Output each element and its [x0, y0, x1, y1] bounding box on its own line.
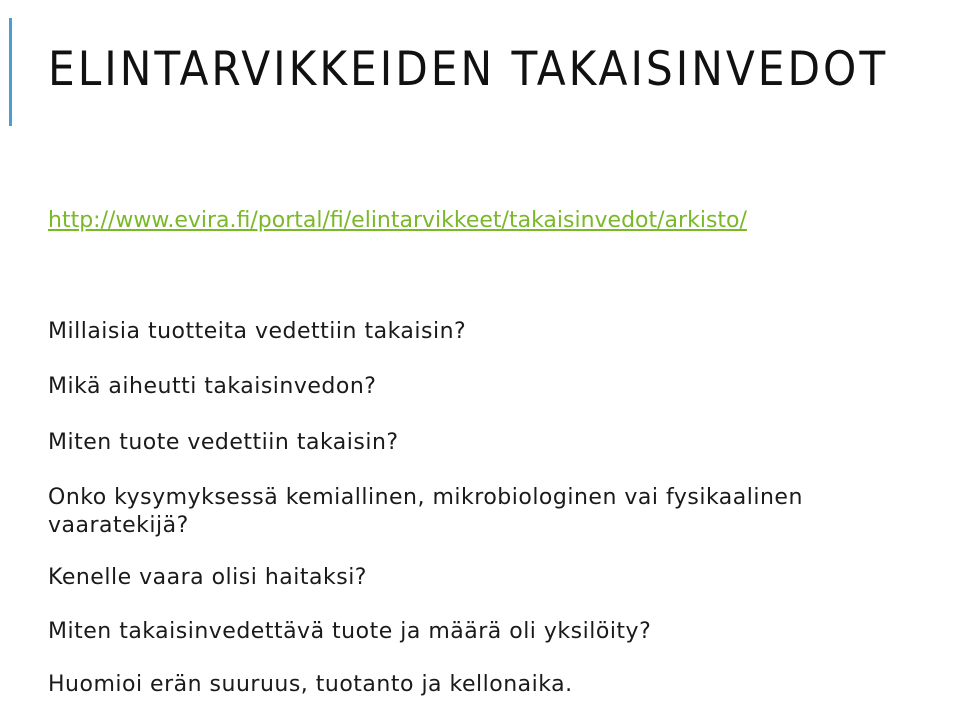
question-item: Kenelle vaara olisi haitaksi?: [48, 565, 367, 590]
question-item: Millaisia tuotteita vedettiin takaisin?: [48, 319, 467, 344]
question-list: [48, 318, 948, 699]
question-item: Onko kysymyksessä kemiallinen, mikrobiologinen vai fysikaalinen vaaratekijä?: [48, 485, 803, 538]
question-item: Miten tuote vedettiin takaisin?: [48, 430, 399, 455]
question-item: Huomioi erän suuruus, tuotanto ja kellonaika.: [48, 672, 573, 697]
slide-title: ELINTARVIKKEIDEN TAKAISINVEDOT: [48, 42, 889, 97]
question-item: Mikä aiheutti takaisinvedon?: [48, 374, 377, 399]
title-accent-bar: [9, 18, 12, 126]
evira-archive-link[interactable]: http://www.evira.fi/portal/fi/elintarvikkeet/takaisinvedot/arkisto/: [48, 208, 747, 233]
question-item: Miten takaisinvedettävä tuote ja määrä oli yksilöity?: [48, 619, 652, 644]
